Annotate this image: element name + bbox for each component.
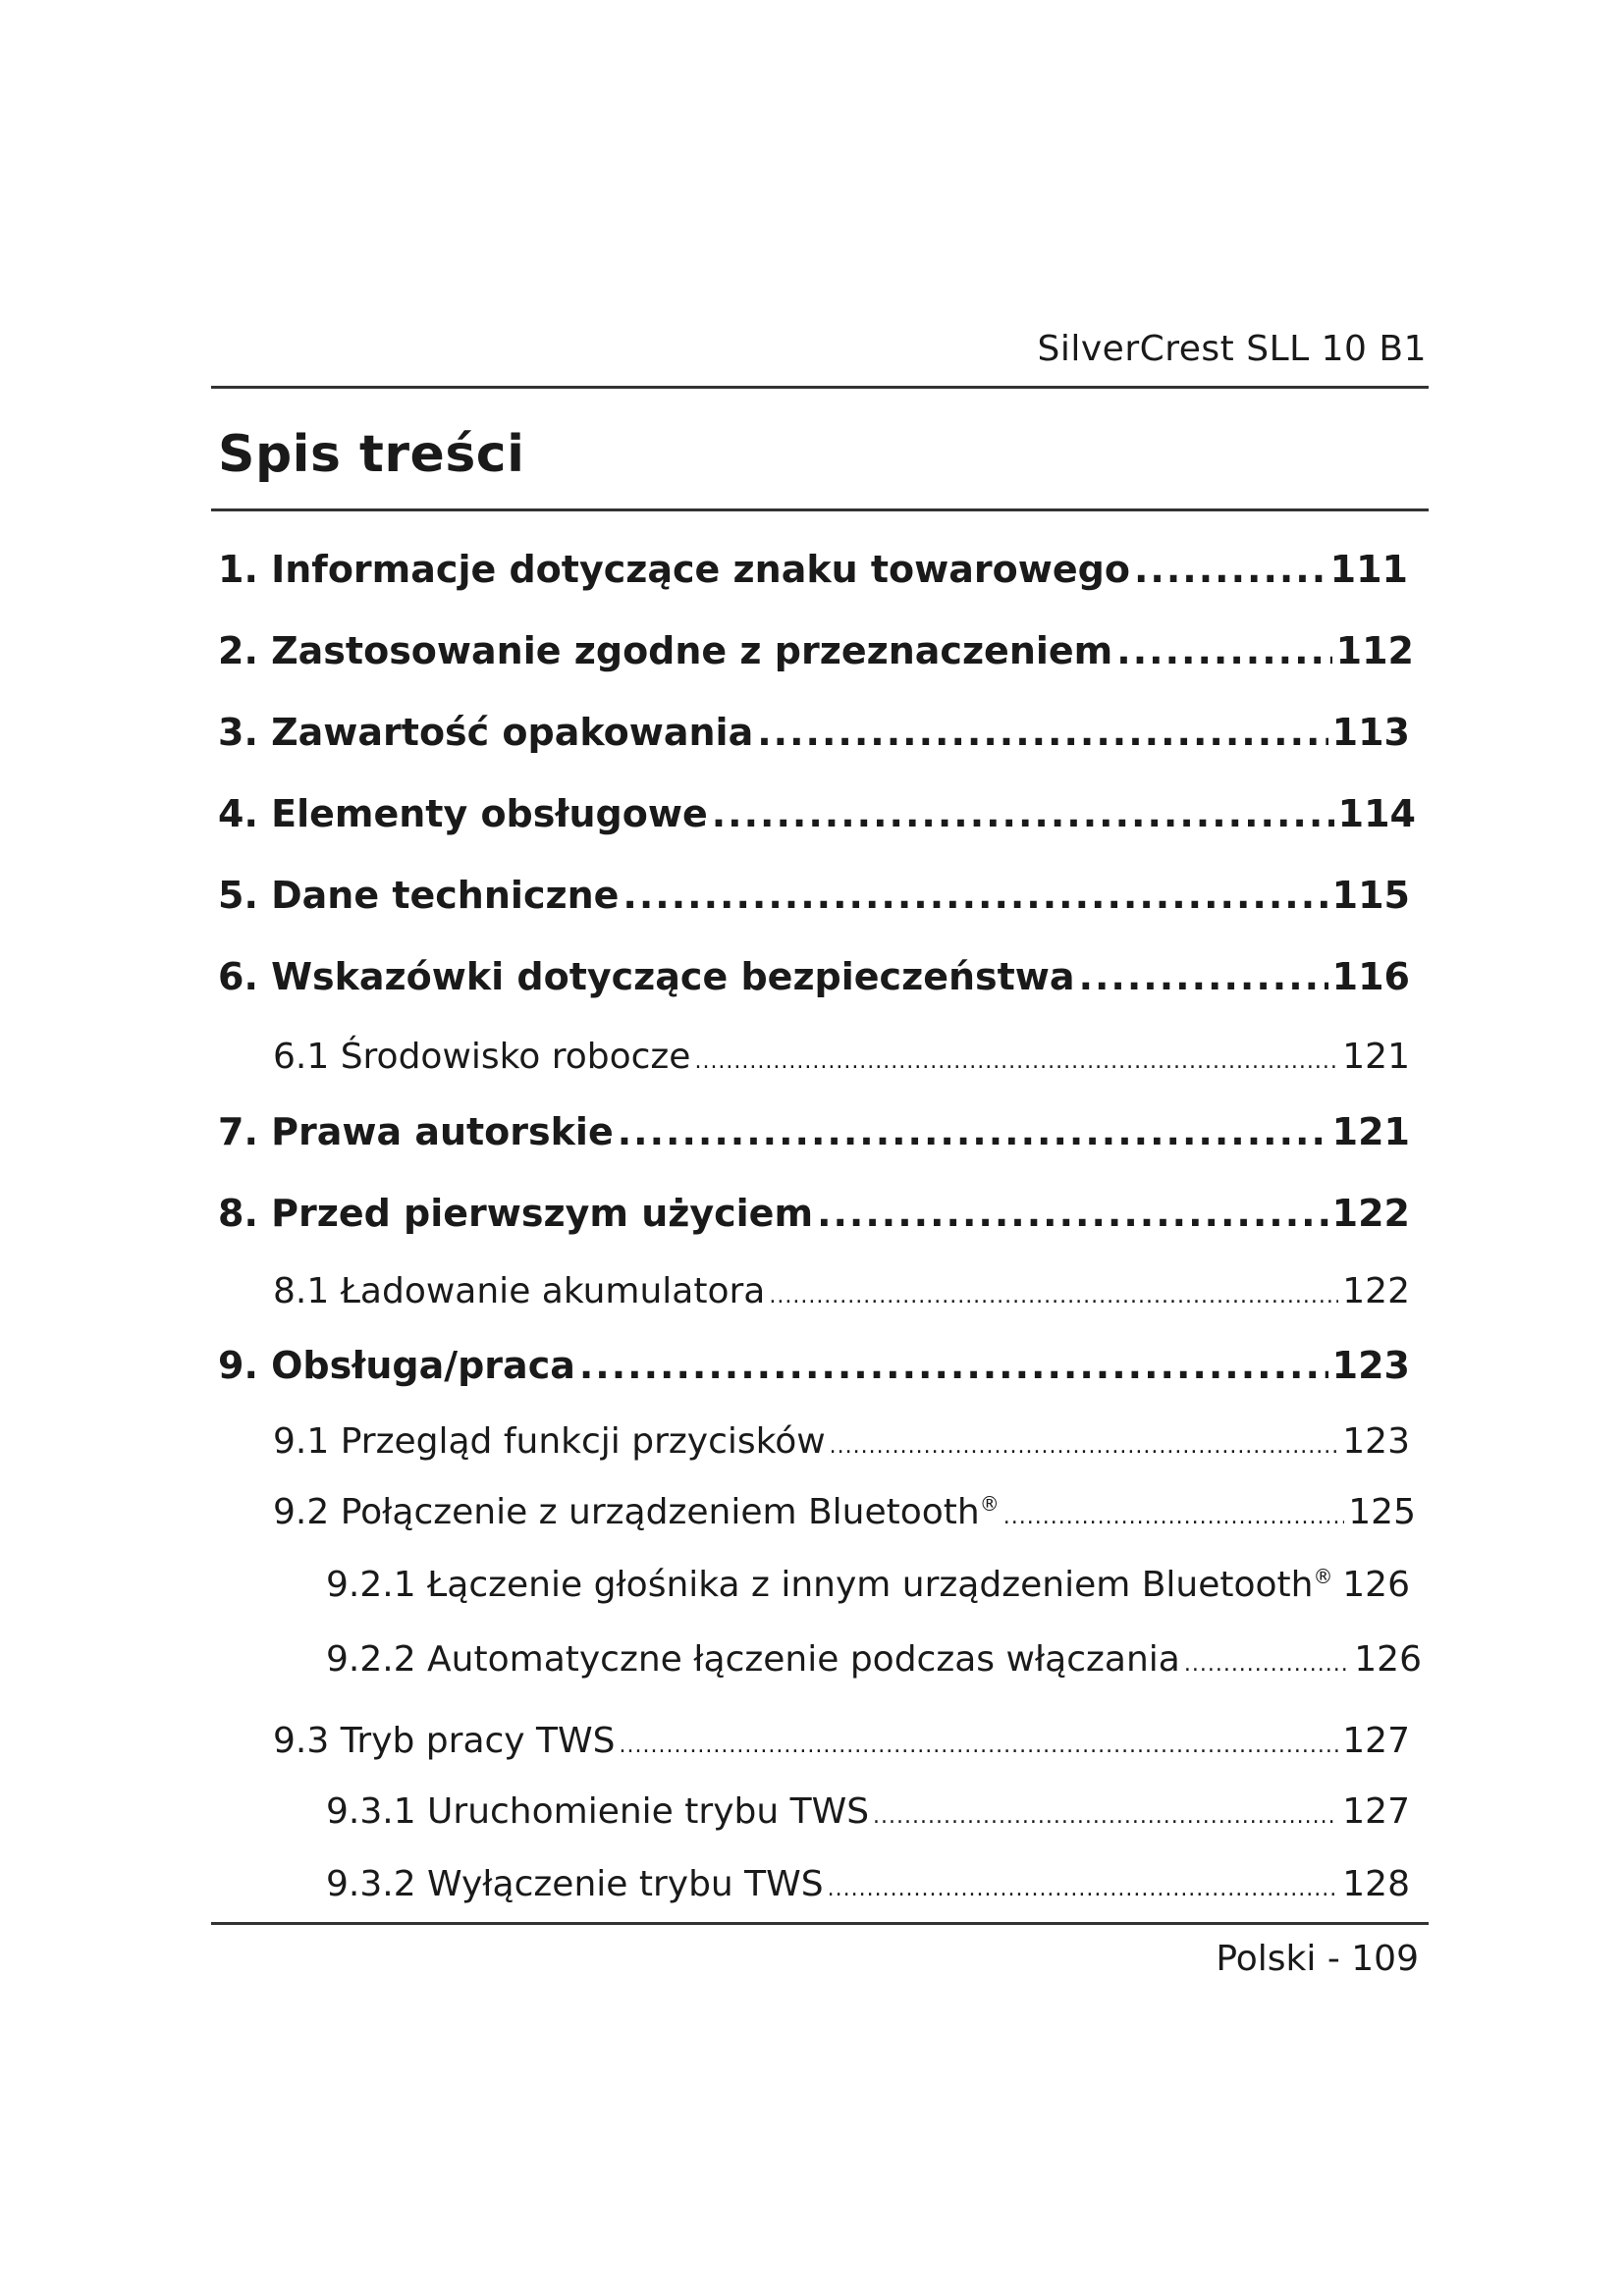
toc-entry-label: 9.1 Przegląd funkcji przycisków [273, 1421, 826, 1462]
toc-subsubentry[interactable] [326, 1639, 1422, 1680]
toc-entry[interactable] [218, 1192, 1410, 1235]
toc-leader-dots [830, 1434, 1339, 1459]
toc-subsubentry[interactable] [326, 1565, 1410, 1605]
toc-leader-dots [712, 792, 1334, 835]
toc-entry-page: 123 [1331, 1344, 1410, 1387]
toc-leader-dots [873, 1804, 1338, 1829]
toc-leader-dots [757, 711, 1327, 754]
toc-entry-page: 121 [1342, 1037, 1410, 1077]
toc-entry-label [326, 1565, 1333, 1605]
toc-entry-label: 2. Zastosowanie zgodne z przeznaczeniem [218, 629, 1113, 672]
toc-entry-label: 9.3 Tryb pracy TWS [273, 1721, 616, 1761]
toc-entry-label: 3. Zawartość opakowania [218, 711, 754, 754]
toc-subentry[interactable] [273, 1492, 1416, 1532]
toc-leader-dots [817, 1192, 1328, 1235]
registered-mark: ® [979, 1492, 1000, 1516]
toc-subentry[interactable] [273, 1037, 1410, 1077]
toc-entry-label: 1. Informacje dotyczące znaku towarowego [218, 548, 1130, 591]
toc-entry-label [273, 1492, 1000, 1532]
toc-entry-page: 116 [1331, 955, 1410, 998]
toc-leader-dots [1003, 1505, 1345, 1529]
toc-entry[interactable] [218, 874, 1410, 917]
toc-leader-dots [1134, 548, 1326, 591]
toc-entry-text: 9.2 Połączenie z urządzeniem Bluetooth [273, 1492, 980, 1532]
toc-entry[interactable] [218, 548, 1408, 591]
toc-leader-dots [623, 874, 1327, 917]
toc-entry-page: 126 [1354, 1639, 1422, 1680]
toc-entry-label: 7. Prawa autorskie [218, 1110, 614, 1153]
toc-entry-page: 128 [1342, 1864, 1410, 1904]
toc-entry-text: 9.2.1 Łączenie głośnika z innym urządzeniem Bluetooth [326, 1565, 1314, 1605]
toc-entry[interactable] [218, 711, 1410, 754]
toc-entry[interactable] [218, 1344, 1410, 1387]
toc-entry-label: 9.2.2 Automatyczne łączenie podczas włączania [326, 1639, 1180, 1680]
toc-entry-page: 114 [1337, 792, 1416, 835]
toc-entry[interactable] [218, 1110, 1410, 1153]
toc-leader-dots [620, 1734, 1339, 1758]
toc-entry-label: 6.1 Środowisko robocze [273, 1037, 691, 1077]
toc-leader-dots [694, 1049, 1338, 1074]
toc-entry-label: 6. Wskazówki dotyczące bezpieczeństwa [218, 955, 1075, 998]
registered-mark: ® [1313, 1565, 1333, 1588]
toc-entry-page: 113 [1331, 711, 1410, 754]
toc-subsubentry[interactable] [326, 1864, 1410, 1904]
footer-page-number: 109 [1351, 1939, 1419, 1979]
toc-entry-label: 8. Przed pierwszym użyciem [218, 1192, 814, 1235]
page-footer [211, 1939, 1419, 1979]
toc-entry-page: 125 [1348, 1492, 1416, 1532]
toc-entry-page: 115 [1331, 874, 1410, 917]
toc-leader-dots [828, 1877, 1339, 1901]
toc-leader-dots [1337, 1577, 1339, 1602]
toc-entry[interactable] [218, 792, 1416, 835]
toc-entry-page: 123 [1342, 1421, 1410, 1462]
toc-subsubentry[interactable] [326, 1791, 1410, 1832]
footer-rule [211, 1922, 1429, 1925]
toc-entry[interactable] [218, 629, 1414, 672]
toc-entry-page: 122 [1331, 1192, 1410, 1235]
running-header: SilverCrest SLL 10 B1 [1037, 329, 1427, 369]
toc-entry-label: 4. Elementy obsługowe [218, 792, 708, 835]
toc-entry-page: 112 [1335, 629, 1414, 672]
toc-entry-label: 5. Dane techniczne [218, 874, 620, 917]
footer-separator: - [1326, 1939, 1340, 1979]
toc-subentry[interactable] [273, 1721, 1410, 1761]
toc-entry-label: 9.3.2 Wyłączenie trybu TWS [326, 1864, 824, 1904]
toc-entry[interactable] [218, 955, 1410, 998]
toc-leader-dots [618, 1110, 1328, 1153]
toc-entry-label: 8.1 Ładowanie akumulatora [273, 1271, 766, 1311]
toc-entry-page: 122 [1342, 1271, 1410, 1311]
toc-entry-label: 9.3.1 Uruchomienie trybu TWS [326, 1791, 870, 1832]
toc-subentry[interactable] [273, 1271, 1410, 1311]
toc-leader-dots [769, 1284, 1338, 1308]
toc-leader-dots [1079, 955, 1328, 998]
toc-entry-label: 9. Obsługa/praca [218, 1344, 575, 1387]
toc-entry-page: 127 [1342, 1791, 1410, 1832]
footer-language: Polski [1216, 1939, 1317, 1979]
toc-entry-page: 111 [1329, 548, 1408, 591]
toc-leader-dots [1116, 629, 1331, 672]
toc-entry-page: 121 [1331, 1110, 1410, 1153]
page-title: Spis treści [218, 425, 525, 484]
toc-entry-page: 126 [1342, 1565, 1410, 1605]
toc-leader-dots [1184, 1652, 1350, 1677]
toc-leader-dots [579, 1344, 1328, 1387]
toc-subentry[interactable] [273, 1421, 1410, 1462]
toc-entry-page: 127 [1342, 1721, 1410, 1761]
